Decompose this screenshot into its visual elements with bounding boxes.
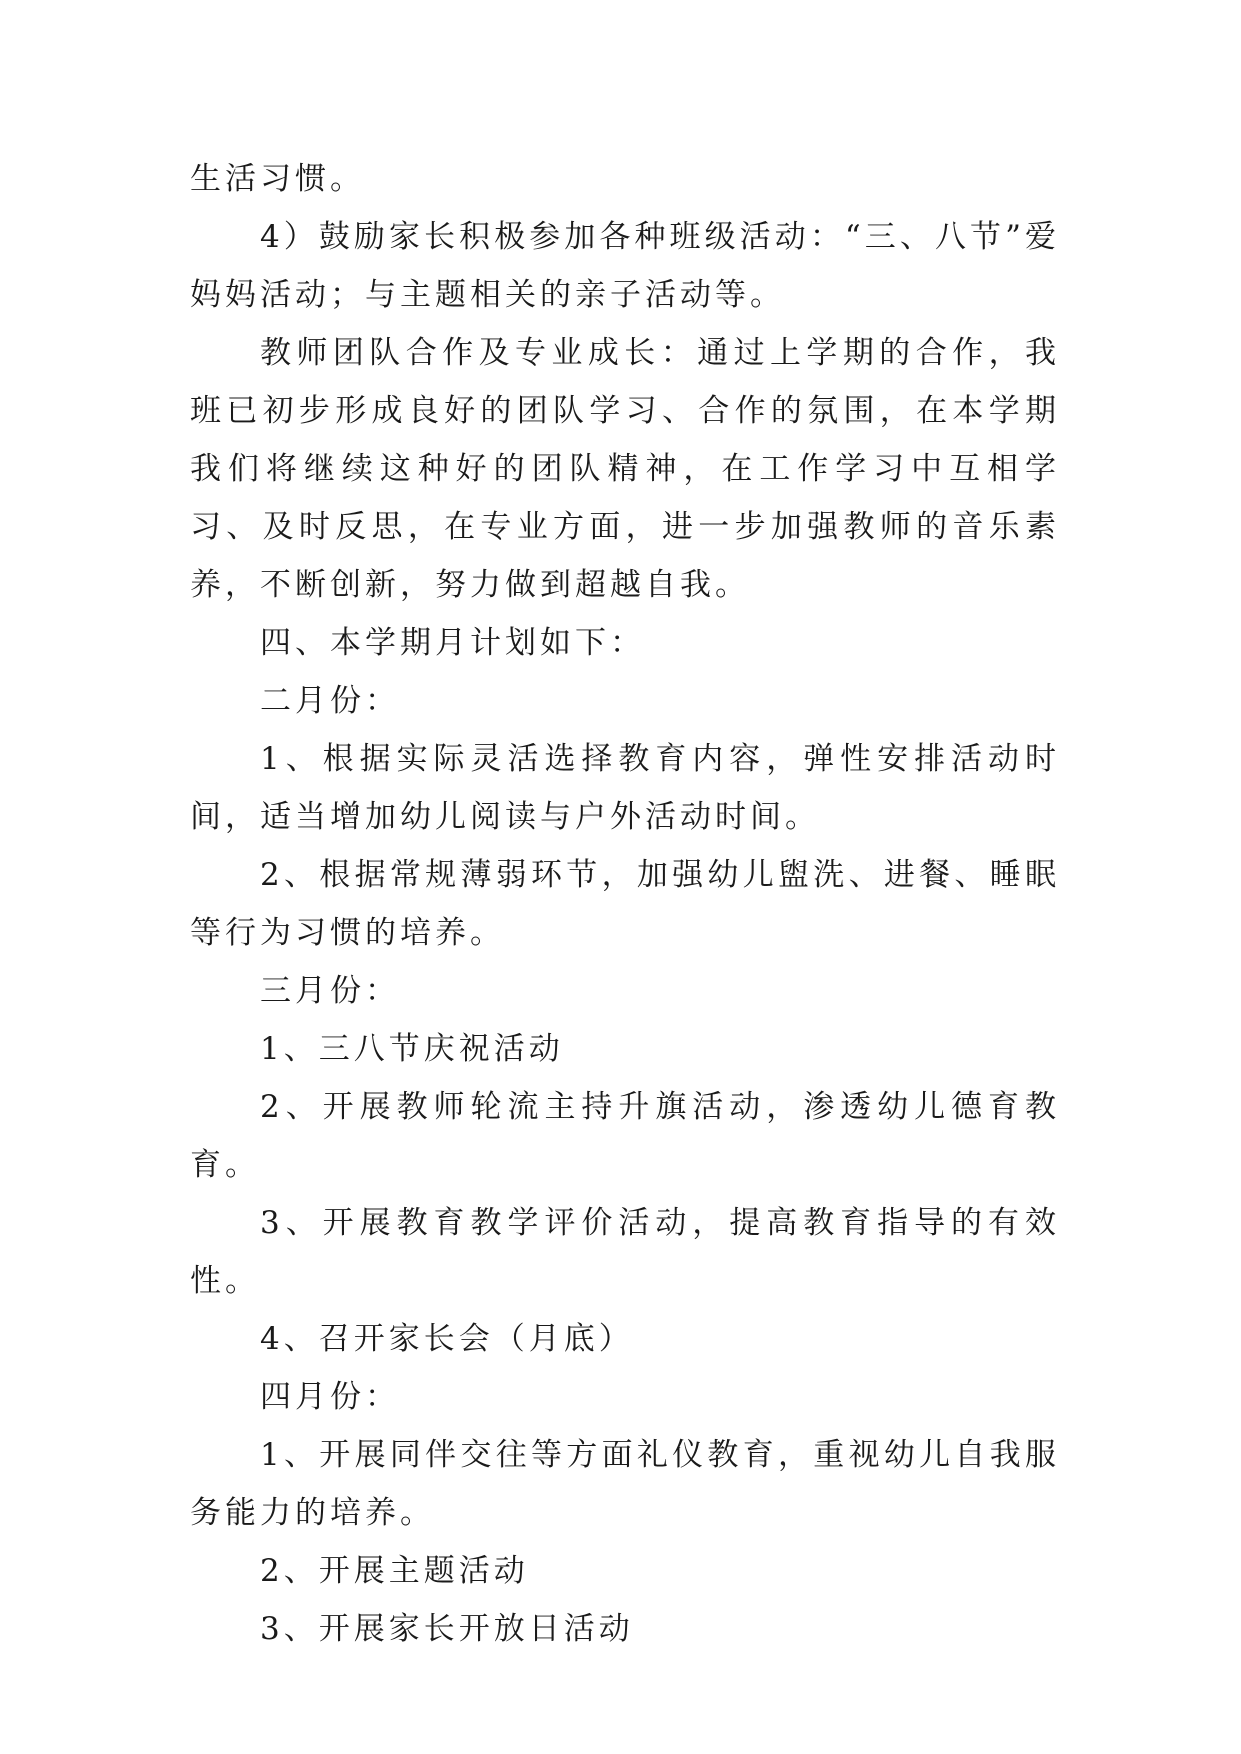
list-item-apr-2: 2、开展主题活动 [260,1553,529,1589]
document-body [190,150,1060,1658]
list-item-mar-3: 3、开展教育教学评价活动，提高教育指导的有效性。 [190,1205,1060,1299]
list-item-apr-3: 3、开展家长开放日活动 [260,1611,634,1647]
list-item-mar-4: 4、召开家长会（月底） [260,1321,634,1357]
month-heading-april: 四月份： [260,1379,400,1415]
list-item-mar-2: 2、开展教师轮流主持升旗活动，渗透幼儿德育教育。 [190,1089,1060,1183]
month-heading-february: 二月份： [260,683,400,719]
paragraph-parent-activities: 4）鼓励家长积极参加各种班级活动：“三、八节”爱妈妈活动；与主题相关的亲子活动等。 [190,219,1060,313]
list-item-apr-1: 1、开展同伴交往等方面礼仪教育，重视幼儿自我服务能力的培养。 [190,1437,1060,1531]
list-item-feb-1: 1、根据实际灵活选择教育内容，弹性安排活动时间，适当增加幼儿阅读与户外活动时间。 [190,741,1060,835]
paragraph-habits-end: 生活习惯。 [190,161,365,197]
month-heading-march: 三月份： [260,973,400,1009]
list-item-mar-1: 1、三八节庆祝活动 [260,1031,564,1067]
section-heading-monthly-plan: 四、本学期月计划如下： [260,625,645,661]
list-item-feb-2: 2、根据常规薄弱环节，加强幼儿盥洗、进餐、睡眠等行为习惯的培养。 [190,857,1060,951]
paragraph-teacher-team: 教师团队合作及专业成长：通过上学期的合作，我班已初步形成良好的团队学习、合作的氛围，在本学期我们将继续这种好的团队精神，在工作学习中互相学习、及时反思，在专业方面，进一步加强教师的音乐素养，不断创新，努力做到超越自我。 [190,335,1060,603]
